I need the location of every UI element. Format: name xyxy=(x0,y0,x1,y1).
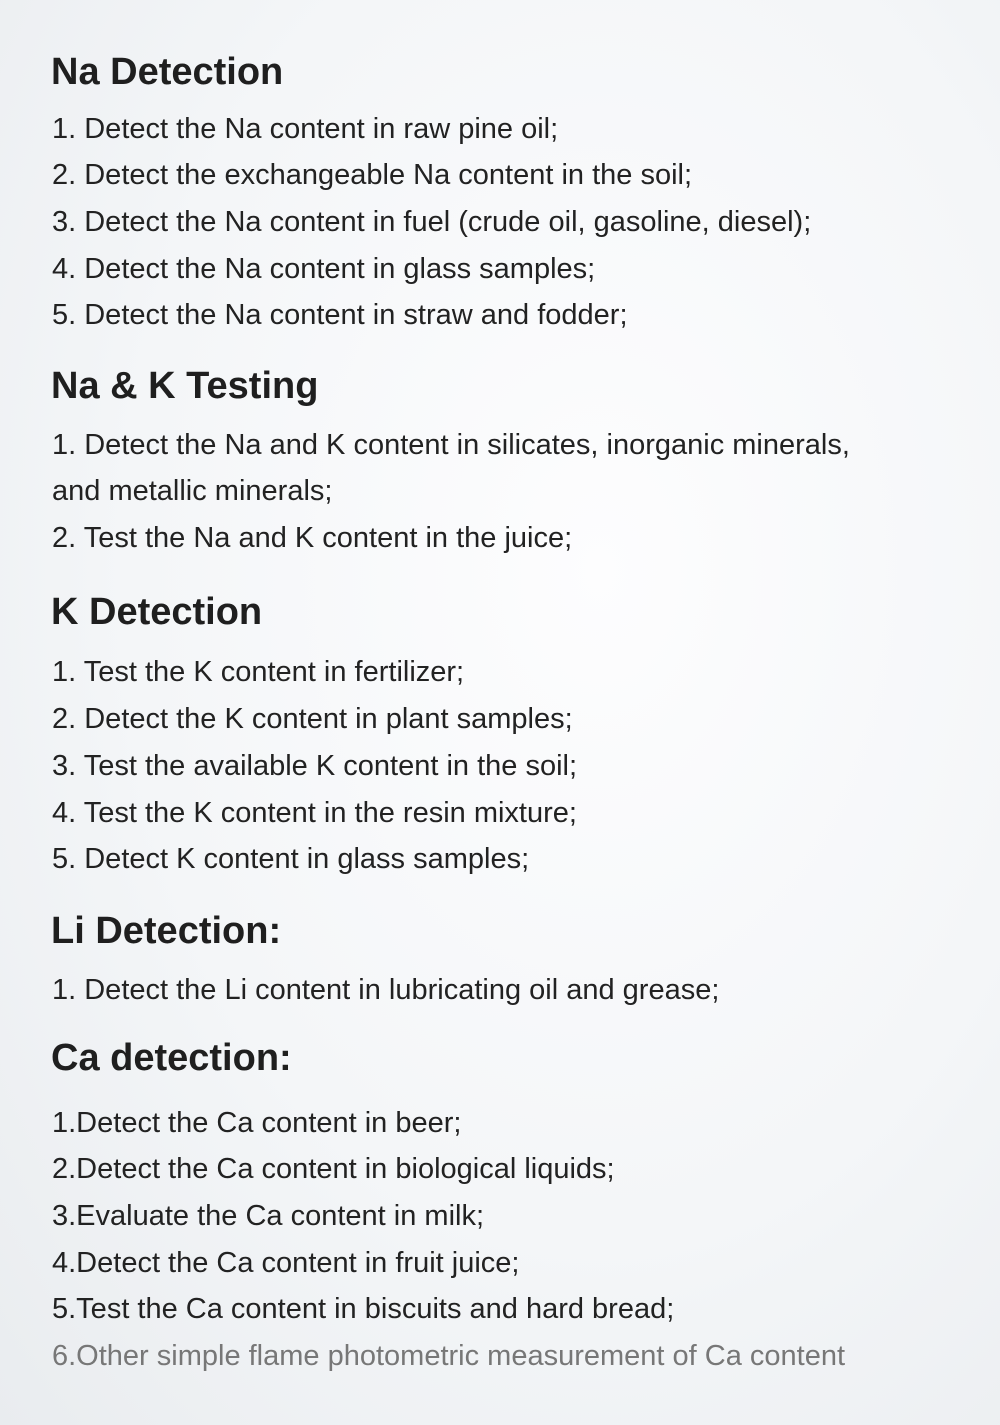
list-item: 3.Evaluate the Ca content in milk; xyxy=(52,1200,485,1232)
section-heading-na-k-testing: Na & K Testing xyxy=(51,365,319,407)
list-item: 5.Test the Ca content in biscuits and hard bread; xyxy=(52,1293,675,1325)
section-heading-na-detection: Na Detection xyxy=(51,51,284,93)
list-item: 6.Other simple flame photometric measurement of Ca content xyxy=(52,1340,846,1372)
list-item: 3. Detect the Na content in fuel (crude oil, gasoline, diesel); xyxy=(52,206,812,238)
list-item: 2.Detect the Ca content in biological liquids; xyxy=(52,1153,615,1185)
list-item: 2. Test the Na and K content in the juice; xyxy=(52,522,573,554)
section-heading-li-detection: Li Detection: xyxy=(51,910,282,952)
section-heading-k-detection: K Detection xyxy=(51,591,263,633)
list-item: 1. Detect the Na and K content in silicates, inorganic minerals, xyxy=(52,429,850,461)
list-item: 1. Detect the Li content in lubricating oil and grease; xyxy=(52,974,720,1006)
list-item: 4. Test the K content in the resin mixture; xyxy=(52,797,577,829)
list-item: 1.Detect the Ca content in beer; xyxy=(52,1107,462,1139)
section-heading-ca-detection: Ca detection: xyxy=(51,1037,292,1079)
list-item: 2. Detect the K content in plant samples; xyxy=(52,703,573,735)
list-item: and metallic minerals; xyxy=(52,475,333,507)
list-item: 5. Detect K content in glass samples; xyxy=(52,843,530,875)
list-item: 1. Test the K content in fertilizer; xyxy=(52,656,465,688)
list-item: 3. Test the available K content in the soil; xyxy=(52,750,578,782)
list-item: 4. Detect the Na content in glass samples; xyxy=(52,253,596,285)
list-item: 1. Detect the Na content in raw pine oil; xyxy=(52,113,559,145)
list-item: 2. Detect the exchangeable Na content in the soil; xyxy=(52,159,693,191)
list-item: 4.Detect the Ca content in fruit juice; xyxy=(52,1247,520,1279)
list-item: 5. Detect the Na content in straw and fodder; xyxy=(52,299,628,331)
